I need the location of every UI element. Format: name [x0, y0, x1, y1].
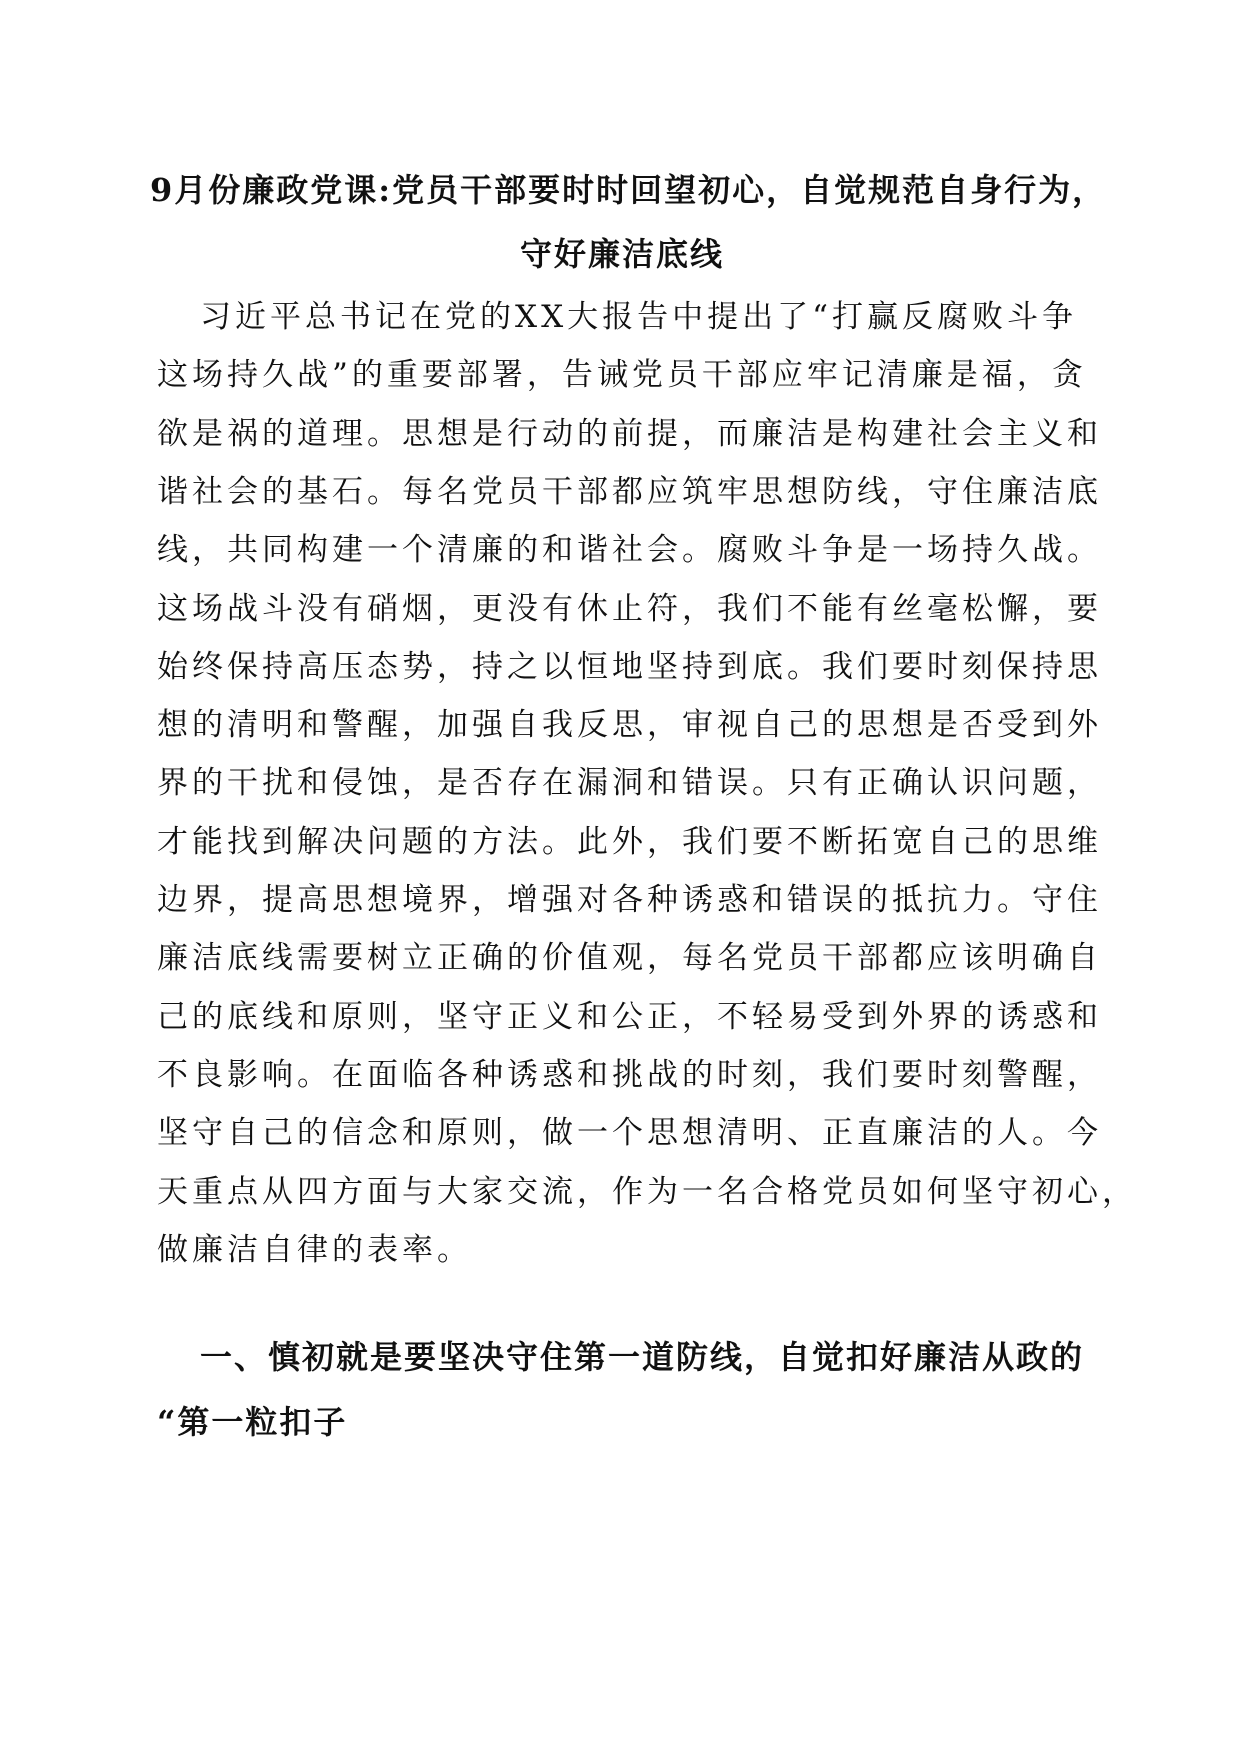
- body-line: 界的干扰和侵蚀，是否存在漏洞和错误。只有正确认识问题，: [157, 765, 1102, 801]
- body-line: 想的清明和警醒，加强自我反思，审视自己的思想是否受到外: [157, 707, 1102, 743]
- section-heading-line: “第一粒扣子: [157, 1403, 348, 1441]
- body-line: 才能找到解决问题的方法。此外，我们要不断拓宽自己的思维: [157, 824, 1102, 860]
- body-line: 欲是祸的道理。思想是行动的前提，而廉洁是构建社会主义和: [157, 416, 1102, 452]
- body-line: 始终保持高压态势，持之以恒地坚持到底。我们要时刻保持思: [157, 649, 1102, 685]
- body-line: 谐社会的基石。每名党员干部都应筑牢思想防线，守住廉洁底: [157, 474, 1102, 510]
- section-heading-line: 一、慎初就是要坚决守住第一道防线，自觉扣好廉洁从政的: [200, 1338, 1085, 1376]
- body-line: 这场战斗没有硝烟，更没有休止符，我们不能有丝毫松懈，要: [157, 591, 1102, 627]
- body-line: 线，共同构建一个清廉的和谐社会。腐败斗争是一场持久战。: [157, 532, 1102, 568]
- document-title-line-1: 9月份廉政党课:党员干部要时时回望初心，自觉规范自身行为，: [150, 171, 1107, 209]
- body-line: 坚守自己的信念和原则，做一个思想清明、正直廉洁的人。今: [157, 1115, 1102, 1151]
- body-line: 做廉洁自律的表率。: [157, 1232, 472, 1268]
- body-line: 边界，提高思想境界，增强对各种诱惑和错误的抵抗力。守住: [157, 882, 1102, 918]
- body-line: 廉洁底线需要树立正确的价值观，每名党员干部都应该明确自: [157, 940, 1102, 976]
- body-line: 己的底线和原则，坚守正义和公正，不轻易受到外界的诱惑和: [157, 999, 1102, 1035]
- body-line: 天重点从四方面与大家交流，作为一名合格党员如何坚守初心，: [157, 1174, 1137, 1210]
- body-line: 这场持久战”的重要部署，告诫党员干部应牢记清廉是福，贪: [157, 357, 1087, 393]
- body-line: 不良影响。在面临各种诱惑和挑战的时刻，我们要时刻警醒，: [157, 1057, 1102, 1093]
- document-title-line-2: 守好廉洁底线: [519, 235, 724, 273]
- body-line: 习近平总书记在党的XX大报告中提出了“打赢反腐败斗争: [200, 299, 1077, 335]
